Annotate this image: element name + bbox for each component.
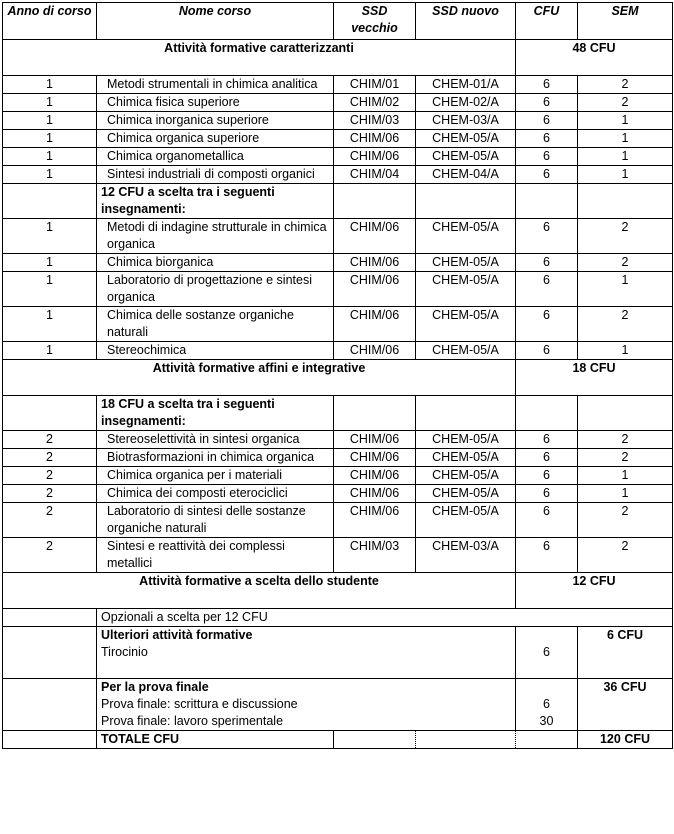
course-name: Chimica organometallica bbox=[97, 148, 334, 166]
ulteriori-row bbox=[3, 627, 673, 679]
section-affini bbox=[3, 360, 673, 396]
ulteriori-cell bbox=[97, 627, 516, 679]
course-sem: 2 bbox=[578, 307, 673, 342]
course-row bbox=[3, 538, 673, 573]
course-name: Stereochimica bbox=[97, 342, 334, 360]
course-name: Chimica fisica superiore bbox=[97, 94, 334, 112]
course-cfu: 6 bbox=[516, 307, 578, 342]
course-cfu: 6 bbox=[516, 94, 578, 112]
course-sem: 2 bbox=[578, 538, 673, 573]
course-cfu: 6 bbox=[516, 538, 578, 573]
course-year: 1 bbox=[3, 219, 97, 254]
ssd-old: CHIM/06 bbox=[334, 467, 416, 485]
header-ssd-vecchio: SSD vecchio bbox=[334, 3, 416, 40]
course-name: Biotrasformazioni in chimica organica bbox=[97, 449, 334, 467]
ssd-new: CHEM-01/A bbox=[416, 76, 516, 94]
totale-cfu: 120 CFU bbox=[578, 731, 673, 749]
course-name: Chimica organica per i materiali bbox=[97, 467, 334, 485]
course-name: Chimica dei composti eterociclici bbox=[97, 485, 334, 503]
course-name: Stereoselettività in sintesi organica bbox=[97, 431, 334, 449]
subsection-title: 12 CFU a scelta tra i seguenti insegnamenti: bbox=[97, 184, 334, 219]
course-year: 2 bbox=[3, 449, 97, 467]
ssd-old: CHIM/06 bbox=[334, 485, 416, 503]
course-sem: 1 bbox=[578, 467, 673, 485]
section-title: Attività formative affini e integrative bbox=[3, 360, 516, 396]
course-sem: 2 bbox=[578, 431, 673, 449]
course-year: 1 bbox=[3, 76, 97, 94]
group-scelta18 bbox=[3, 431, 673, 573]
ssd-old: CHIM/06 bbox=[334, 449, 416, 467]
course-sem: 2 bbox=[578, 94, 673, 112]
ssd-old: CHIM/06 bbox=[334, 272, 416, 307]
course-name: Chimica biorganica bbox=[97, 254, 334, 272]
course-year: 1 bbox=[3, 272, 97, 307]
course-year: 1 bbox=[3, 342, 97, 360]
ssd-new: CHEM-03/A bbox=[416, 112, 516, 130]
course-row bbox=[3, 130, 673, 148]
prova-total: 36 CFU bbox=[578, 679, 673, 731]
ssd-new: CHEM-05/A bbox=[416, 449, 516, 467]
ssd-old: CHIM/03 bbox=[334, 538, 416, 573]
course-name: Laboratorio di progettazione e sintesi organica bbox=[97, 272, 334, 307]
section-cfu: 12 CFU bbox=[516, 573, 673, 609]
course-row bbox=[3, 254, 673, 272]
course-year: 2 bbox=[3, 503, 97, 538]
course-name: Chimica delle sostanze organiche naturali bbox=[97, 307, 334, 342]
course-row bbox=[3, 485, 673, 503]
section-cfu: 48 CFU bbox=[516, 40, 673, 76]
ssd-new: CHEM-03/A bbox=[416, 538, 516, 573]
course-cfu: 6 bbox=[516, 503, 578, 538]
ssd-new: CHEM-04/A bbox=[416, 166, 516, 184]
course-row bbox=[3, 503, 673, 538]
course-name: Sintesi e reattività dei complessi metallici bbox=[97, 538, 334, 573]
subsection-row bbox=[3, 184, 673, 219]
course-year: 2 bbox=[3, 431, 97, 449]
course-year: 1 bbox=[3, 254, 97, 272]
course-year: 1 bbox=[3, 130, 97, 148]
course-name: Metodi strumentali in chimica analitica bbox=[97, 76, 334, 94]
ulteriori-total: 6 CFU bbox=[578, 627, 673, 679]
ssd-old: CHIM/01 bbox=[334, 76, 416, 94]
ssd-old: CHIM/06 bbox=[334, 342, 416, 360]
course-row bbox=[3, 94, 673, 112]
course-sem: 2 bbox=[578, 76, 673, 94]
course-cfu: 6 bbox=[516, 342, 578, 360]
course-row bbox=[3, 342, 673, 360]
tirocinio-cfu: 6 bbox=[543, 645, 550, 659]
course-sem: 2 bbox=[578, 449, 673, 467]
prova-item-2: Prova finale: lavoro sperimentale bbox=[101, 714, 284, 728]
course-cfu: 6 bbox=[516, 130, 578, 148]
ssd-old: CHIM/06 bbox=[334, 148, 416, 166]
prova-row bbox=[3, 679, 673, 731]
group-caratterizzanti bbox=[3, 76, 673, 184]
course-cfu: 6 bbox=[516, 449, 578, 467]
ssd-new: CHEM-05/A bbox=[416, 219, 516, 254]
ssd-new: CHEM-05/A bbox=[416, 342, 516, 360]
course-row bbox=[3, 467, 673, 485]
course-row bbox=[3, 272, 673, 307]
course-sem: 2 bbox=[578, 254, 673, 272]
course-cfu: 6 bbox=[516, 76, 578, 94]
course-sem: 1 bbox=[578, 166, 673, 184]
section-title: Attività formative caratterizzanti bbox=[3, 40, 516, 76]
ssd-old: CHIM/03 bbox=[334, 112, 416, 130]
prova-cfu-cell bbox=[516, 679, 578, 731]
prova-item-1-cfu: 6 bbox=[543, 697, 550, 711]
course-sem: 1 bbox=[578, 342, 673, 360]
course-sem: 1 bbox=[578, 130, 673, 148]
course-year: 1 bbox=[3, 307, 97, 342]
course-row bbox=[3, 219, 673, 254]
ssd-new: CHEM-05/A bbox=[416, 503, 516, 538]
prova-title: Per la prova finale bbox=[101, 680, 209, 694]
ssd-new: CHEM-05/A bbox=[416, 130, 516, 148]
course-sem: 2 bbox=[578, 219, 673, 254]
course-cfu: 6 bbox=[516, 166, 578, 184]
course-cfu: 6 bbox=[516, 485, 578, 503]
ssd-old: CHIM/06 bbox=[334, 503, 416, 538]
section-title: Attività formative a scelta dello studente bbox=[3, 573, 516, 609]
ssd-new: CHEM-05/A bbox=[416, 272, 516, 307]
course-year: 2 bbox=[3, 538, 97, 573]
course-sem: 2 bbox=[578, 503, 673, 538]
course-row bbox=[3, 431, 673, 449]
course-sem: 1 bbox=[578, 148, 673, 166]
opzionali-label: Opzionali a scelta per 12 CFU bbox=[97, 609, 673, 627]
subsection-row bbox=[3, 396, 673, 431]
course-sem: 1 bbox=[578, 485, 673, 503]
course-year: 1 bbox=[3, 112, 97, 130]
prova-item-1: Prova finale: scrittura e discussione bbox=[101, 697, 298, 711]
course-cfu: 6 bbox=[516, 148, 578, 166]
course-year: 1 bbox=[3, 148, 97, 166]
ssd-old: CHIM/06 bbox=[334, 431, 416, 449]
course-name: Metodi di indagine strutturale in chimica organica bbox=[97, 219, 334, 254]
course-cfu: 6 bbox=[516, 431, 578, 449]
course-cfu: 6 bbox=[516, 219, 578, 254]
course-cfu: 6 bbox=[516, 254, 578, 272]
header-cfu: CFU bbox=[516, 3, 578, 40]
ssd-old: CHIM/06 bbox=[334, 307, 416, 342]
course-row bbox=[3, 76, 673, 94]
header-sem: SEM bbox=[578, 3, 673, 40]
course-cfu: 6 bbox=[516, 467, 578, 485]
subsection-title: 18 CFU a scelta tra i seguenti insegnamenti: bbox=[97, 396, 334, 431]
course-year: 1 bbox=[3, 94, 97, 112]
ssd-new: CHEM-05/A bbox=[416, 307, 516, 342]
header-anno: Anno di corso bbox=[3, 3, 97, 40]
ssd-new: CHEM-05/A bbox=[416, 485, 516, 503]
ulteriori-title: Ulteriori attività formative bbox=[101, 628, 253, 642]
ssd-old: CHIM/04 bbox=[334, 166, 416, 184]
ssd-old: CHIM/06 bbox=[334, 254, 416, 272]
totale-title: TOTALE CFU bbox=[97, 731, 334, 749]
course-sem: 1 bbox=[578, 272, 673, 307]
ssd-old: CHIM/06 bbox=[334, 130, 416, 148]
course-year: 2 bbox=[3, 467, 97, 485]
header-ssd-nuovo: SSD nuovo bbox=[416, 3, 516, 40]
course-name: Chimica organica superiore bbox=[97, 130, 334, 148]
section-cfu: 18 CFU bbox=[516, 360, 673, 396]
ulteriori-cfu-cell bbox=[516, 627, 578, 679]
course-row bbox=[3, 166, 673, 184]
header-row bbox=[3, 3, 673, 40]
ssd-old: CHIM/02 bbox=[334, 94, 416, 112]
course-row bbox=[3, 112, 673, 130]
course-cfu: 6 bbox=[516, 112, 578, 130]
course-name: Sintesi industriali di composti organici bbox=[97, 166, 334, 184]
header-nome: Nome corso bbox=[97, 3, 334, 40]
opzionali-row bbox=[3, 609, 673, 627]
ssd-new: CHEM-05/A bbox=[416, 431, 516, 449]
prova-item-2-cfu: 30 bbox=[539, 714, 554, 728]
totale-row bbox=[3, 731, 673, 749]
ssd-old: CHIM/06 bbox=[334, 219, 416, 254]
course-name: Laboratorio di sintesi delle sostanze organiche naturali bbox=[97, 503, 334, 538]
course-name: Chimica inorganica superiore bbox=[97, 112, 334, 130]
course-sem: 1 bbox=[578, 112, 673, 130]
course-row bbox=[3, 148, 673, 166]
course-table bbox=[2, 2, 673, 749]
tirocinio-label: Tirocinio bbox=[101, 645, 148, 659]
course-year: 2 bbox=[3, 485, 97, 503]
course-cfu: 6 bbox=[516, 272, 578, 307]
course-row bbox=[3, 307, 673, 342]
section-studente bbox=[3, 573, 673, 609]
ssd-new: CHEM-05/A bbox=[416, 254, 516, 272]
group-scelta12 bbox=[3, 219, 673, 360]
course-year: 1 bbox=[3, 166, 97, 184]
prova-cell bbox=[97, 679, 516, 731]
ssd-new: CHEM-02/A bbox=[416, 94, 516, 112]
course-row bbox=[3, 449, 673, 467]
ssd-new: CHEM-05/A bbox=[416, 148, 516, 166]
section-caratterizzanti bbox=[3, 40, 673, 76]
ssd-new: CHEM-05/A bbox=[416, 467, 516, 485]
